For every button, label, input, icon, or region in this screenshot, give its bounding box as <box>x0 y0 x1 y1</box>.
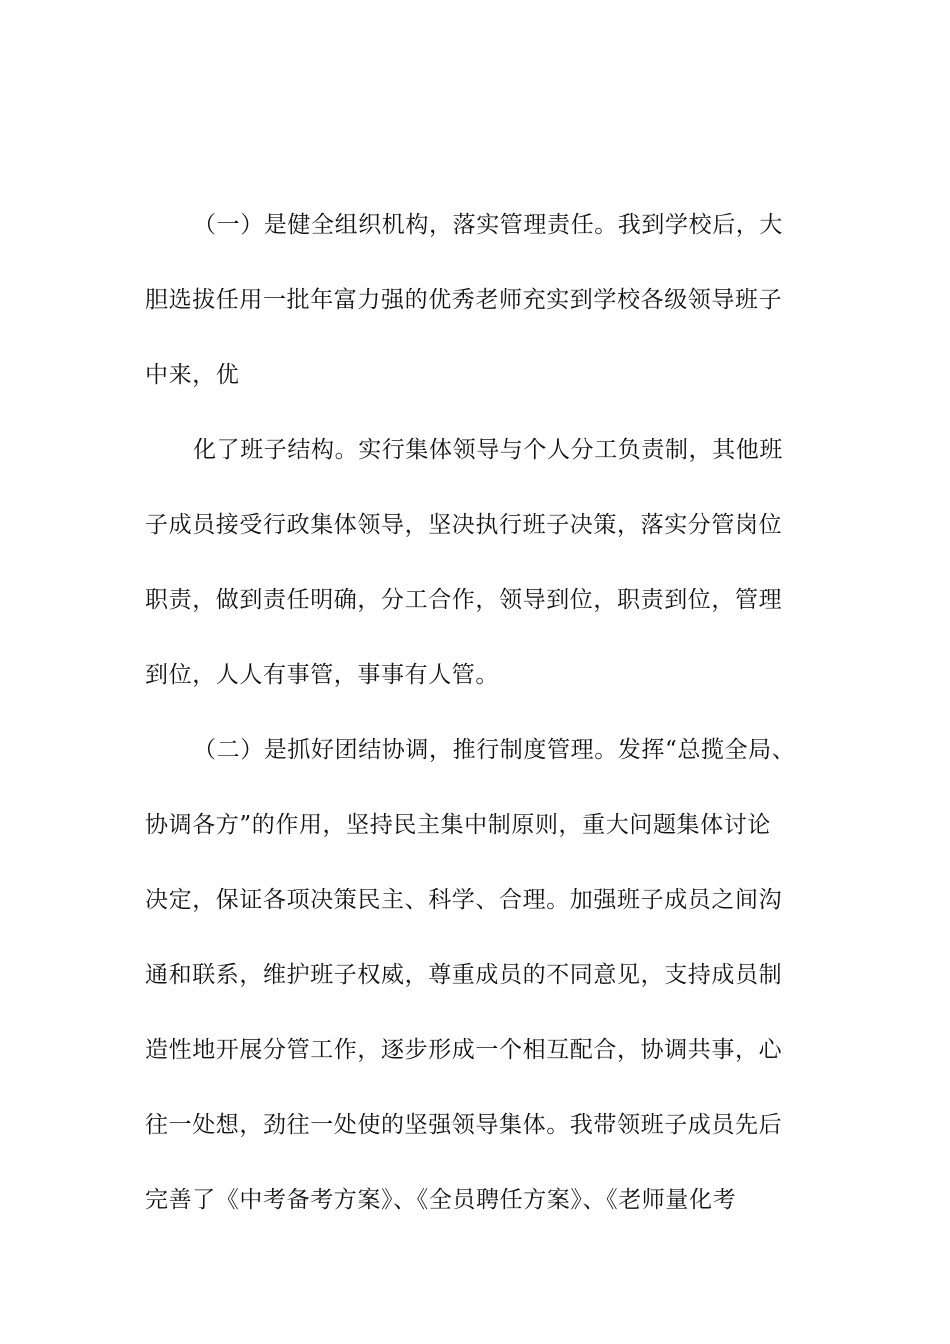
paragraph-3-line-2: 协调各方”的作用，坚持民主集中制原则，重大问题集体讨论 <box>145 812 771 838</box>
paragraph-2-line-4: 到位，人人有事管，事事有人管。 <box>145 662 499 688</box>
paragraph-3-line-7: 完善了《中考备考方案》、《全员聘任方案》、《老师量化考 <box>145 1187 737 1213</box>
paragraph-3-line-5: 造性地开展分管工作，逐步形成一个相互配合，协调共事，心 <box>145 1037 783 1063</box>
paragraph-3-line-4: 通和联系，维护班子权威，尊重成员的不同意见，支持成员制 <box>145 962 783 988</box>
paragraph-2-line-1: 化了班子结构。实行集体领导与个人分工负责制，其他班 <box>193 437 783 463</box>
paragraph-1-line-1: （一）是健全组织机构，落实管理责任。我到学校后，大 <box>193 212 783 238</box>
paragraph-1-line-3: 中来，优 <box>145 362 240 388</box>
paragraph-3-line-6: 往一处想，劲往一处使的坚强领导集体。我带领班子成员先后 <box>145 1112 783 1138</box>
paragraph-3-line-1: （二）是抓好团结协调，推行制度管理。发挥“总揽全局、 <box>193 737 796 763</box>
paragraph-2-line-3: 职责，做到责任明确，分工合作，领导到位，职责到位，管理 <box>145 587 783 613</box>
paragraph-3-line-3: 决定，保证各项决策民主、科学、合理。加强班子成员之间沟 <box>145 887 783 913</box>
paragraph-1-line-2: 胆选拔任用一批年富力强的优秀老师充实到学校各级领导班子 <box>145 287 783 313</box>
paragraph-2-line-2: 子成员接受行政集体领导，坚决执行班子决策，落实分管岗位 <box>145 512 783 538</box>
